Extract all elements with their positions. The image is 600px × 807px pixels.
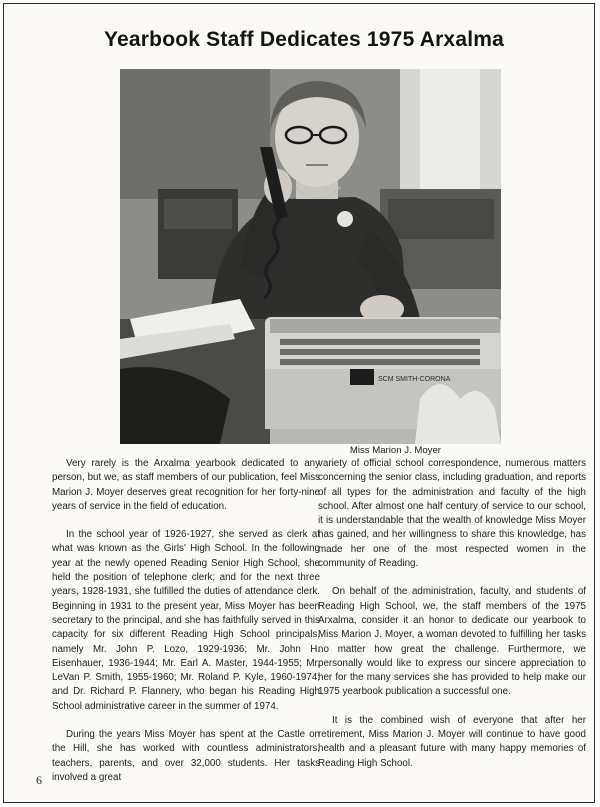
article-left-column bbox=[52, 457, 320, 799]
yearbook-page bbox=[3, 3, 595, 803]
page-number: 6 bbox=[36, 773, 42, 787]
right-paragraph: variety of official school correspondence, numerous matters concerning the senior class, including graduation, and reports of all types for the administration and faculty of the high school. After almost one half century of service to our school, it is understandable that the wealth of knowledge Miss Moyer has gained, and her willingness to share this knowledge, has made her one of the most respected women in the community of Reading. bbox=[318, 458, 586, 570]
left-paragraph: In the school year of 1926-1927, she served as clerk at what was known as the Girls' High School. In the following year at the newly opened Reading Senior High School, she held the position of telephone clerk; and for the next three years, 1928-1931, she fulfilled the duties of attendance clerk. Beginning in 1931 to the present year, Miss Moyer has been secretary to the principal, and she has faithfully served in this capacity for six different Reading High School principals, namely Mr. John P. Lozo, 1929-1936; Mr. John H. Eisenhauer, 1936-1944; Mr. Earl A. Master, 1944-1955; Mr. LeVan P. Smith, 1955-1960; Mr. Roland P. Kyle, 1960-1974; and Dr. Richard P. Flannery, who began his Reading High School administrative career in the summer of 1974. bbox=[52, 529, 320, 712]
dedication-photo bbox=[120, 69, 501, 444]
photo-caption: Miss Marion J. Moyer bbox=[349, 445, 441, 456]
typewriter-brand-text: SCM SMITH-CORONA bbox=[378, 376, 451, 383]
right-paragraph: On behalf of the administration, faculty, and students of Reading High School, we, the staff members of the 1975 Arxalma, consider it an honor to dedicate our yearbook to Miss Marion J. Moyer, a woman devoted to fulfilling her tasks no matter how great the challenge. Furthermore, we personally would like to express our sincere appreciation to her for the many services she has provided to help make our 1975 yearbook publication a successful one. bbox=[318, 586, 586, 698]
article-right-column bbox=[318, 457, 586, 785]
left-paragraph: During the years Miss Moyer has spent at the Castle on the Hill, she has worked with countless administrators, teachers, parents, and over 32,000 students. Her tasks involved a great bbox=[52, 729, 320, 783]
left-paragraph: Very rarely is the Arxalma yearbook dedicated to any person, but we, as staff members of our publication, feel Miss Marion J. Moyer deserves great recognition for her forty-nine years of service in the field of education. bbox=[52, 458, 320, 512]
page-title: Yearbook Staff Dedicates 1975 Arxalma bbox=[104, 28, 504, 51]
photo-illustration bbox=[120, 69, 501, 444]
right-paragraph: It is the combined wish of everyone that after her retirement, Miss Marion J. Moyer will continue to have good health and a pleasant future with many happy memories of Reading High School. bbox=[318, 714, 586, 769]
